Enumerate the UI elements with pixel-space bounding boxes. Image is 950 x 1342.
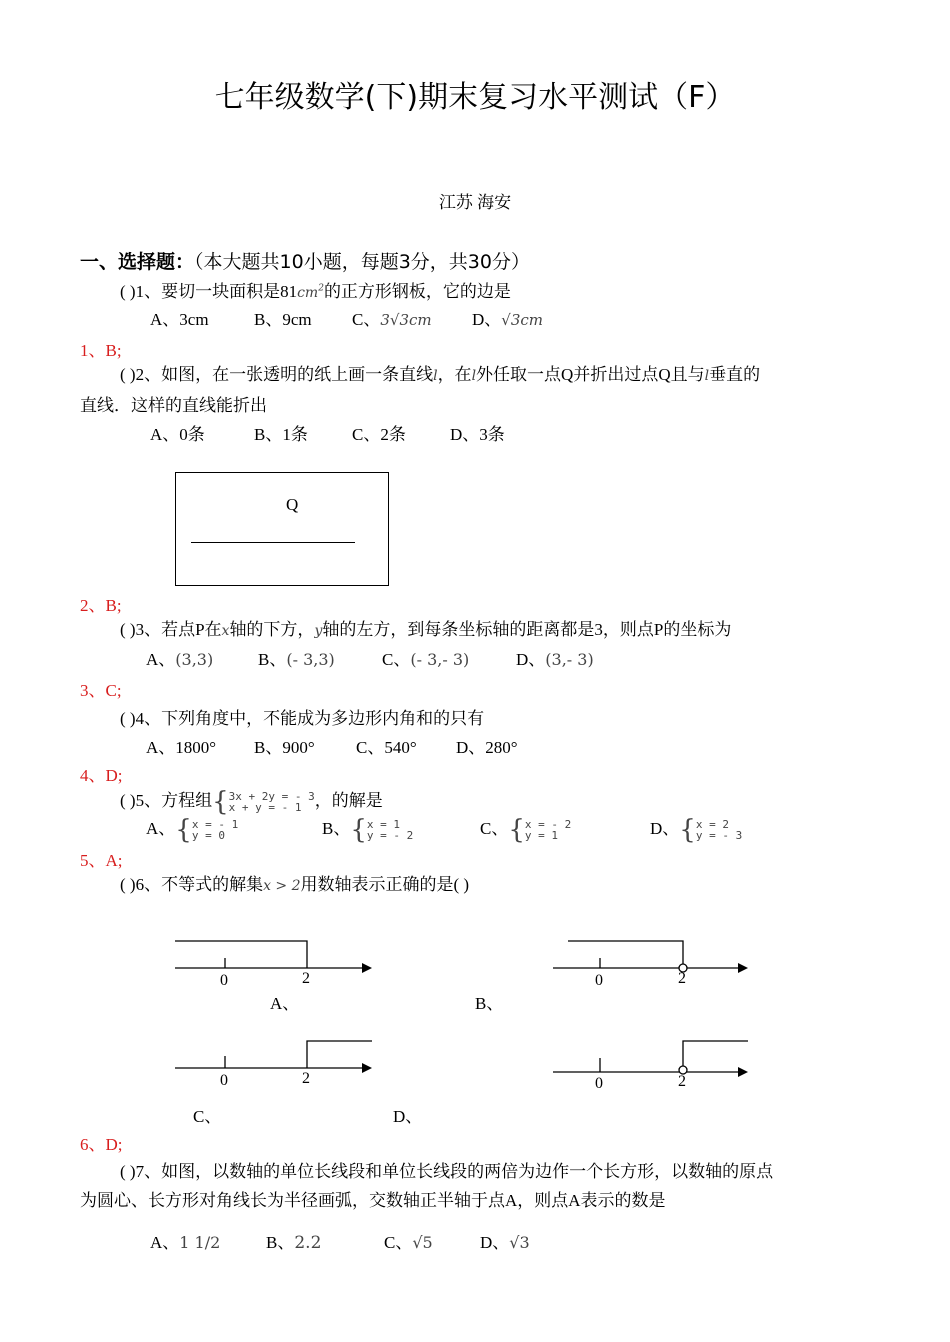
q6-a-label-0: 0: [220, 972, 228, 989]
question-1: [120, 277, 511, 302]
q6-c-arrow: [362, 1063, 372, 1073]
q1-option-c: C、3√3cm: [352, 310, 432, 329]
q1-stem: ( )1、要切一块面积是81: [120, 282, 298, 301]
q1-option-a: A、3cm: [150, 310, 209, 329]
q2-var-l-2: l: [471, 368, 477, 384]
q2-figure-line: [191, 542, 355, 543]
q7-option-d-math: √3: [509, 1233, 530, 1252]
q2-option-a: A、0条: [150, 425, 205, 444]
q6-a-arrow: [362, 963, 372, 973]
q6-option-d: D、: [393, 1107, 423, 1126]
q3-var-x: x: [221, 623, 230, 639]
q6-b-arrow: [738, 963, 748, 973]
q7-option-c: C、√5: [384, 1233, 433, 1252]
author: 江苏 海安: [438, 193, 512, 212]
question-2: ( )2、如图，在一张透明的纸上画一条直线l，在l外任取一点Q并折出过点Q且与l垂直的: [120, 365, 761, 384]
q5-option-d: D、{ x = 2 y = - 3: [650, 815, 743, 846]
q2-option-d: D、3条: [450, 425, 505, 444]
section-title: 一、选择题：: [80, 251, 195, 273]
q6-numberline-b: [550, 930, 760, 990]
q6-numberline-c: [170, 1030, 380, 1090]
q6-d-arrow: [738, 1067, 748, 1077]
page-title: 七年级数学(下)期末复习水平测试（F）: [214, 80, 736, 115]
q4-option-a: A、1800°: [146, 738, 217, 757]
section-heading: [80, 247, 530, 274]
q4-option-b: B、900°: [254, 738, 315, 757]
q1-option-b: B、9cm: [254, 310, 312, 329]
q5-option-a: A、{ x = - 1 y = 0: [146, 815, 239, 846]
q3-option-d: D、(3,- 3): [516, 650, 594, 669]
q4-option-c: C、540°: [356, 738, 417, 757]
q2-options: [150, 420, 505, 445]
q2-figure-paper: [175, 472, 389, 586]
q6-c-label-0: 0: [220, 1072, 228, 1089]
q5-options: [146, 814, 742, 845]
answer-5: 5、A;: [80, 851, 123, 870]
q7-option-b-math: 2.2: [294, 1233, 322, 1253]
section-note: （本大题共10小题，每题3分，共30分）: [194, 251, 530, 273]
q2-stem-line2: 直线．这样的直线能折出: [80, 396, 267, 415]
question-4: ( )4、下列角度中，不能成为多边形内角和的只有: [120, 709, 485, 728]
q7-option-d: D、√3: [480, 1233, 530, 1252]
q2-figure-point-q: Q: [286, 495, 299, 514]
q1-stem-tail: 的正方形钢板，它的边是: [323, 282, 511, 301]
q3-option-b: B、(- 3,3): [258, 650, 335, 669]
q2-var-l: l: [433, 368, 438, 384]
q7-option-c-math: √5: [412, 1233, 433, 1252]
q4-option-d: D、280°: [456, 738, 518, 757]
q7-options: [150, 1228, 530, 1253]
q6-option-b: B、: [475, 994, 504, 1013]
q7-option-b: B、2.2: [266, 1233, 322, 1253]
q3-option-c: C、(- 3,- 3): [382, 650, 470, 669]
q6-numberline-a: [170, 930, 380, 990]
q6-option-a: A、: [270, 994, 300, 1013]
q1-unit: cm: [297, 285, 319, 301]
q7-option-a-math: 1 1/2: [179, 1233, 221, 1252]
q6-b-solution-ray: [568, 941, 683, 964]
q6-d-label-2: 2: [678, 1073, 686, 1090]
q2-option-c: C、2条: [352, 425, 406, 444]
q2-var-l-3: l: [704, 368, 710, 384]
answer-1: 1、B;: [80, 341, 122, 360]
q6-numberline-d: [550, 1030, 760, 1095]
q2-stem: ( )2、如图，在一张透明的纸上画一条直线: [120, 365, 434, 384]
q6-a-label-2: 2: [302, 970, 310, 987]
q5-option-b: B、{ x = 1 y = - 2: [322, 815, 414, 846]
q6-inequality: x > 2: [263, 878, 301, 894]
q7-option-a: A、1 1/2: [150, 1233, 221, 1252]
q6-option-c: C、: [193, 1107, 222, 1126]
answer-2: 2、B;: [80, 596, 122, 615]
q1-option-c-math: 3√3cm: [380, 311, 432, 329]
q6-d-label-0: 0: [595, 1075, 603, 1092]
q5-option-c: C、{ x = - 2 y = 1: [480, 815, 572, 846]
question-6: ( )6、不等式的解集x > 2用数轴表示正确的是( ): [120, 875, 470, 894]
q2-option-b: B、1条: [254, 425, 308, 444]
q1-option-d: D、√3cm: [472, 310, 544, 329]
q3-options: [146, 645, 594, 670]
q7-stem-line2: 为圆心、长方形对角线长为半径画弧，交数轴正半轴于点A，则点A表示的数是: [80, 1191, 666, 1210]
q6-b-label-0: 0: [595, 972, 603, 989]
q6-b-label-2: 2: [678, 970, 686, 987]
q3-option-a: A、(3,3): [146, 650, 214, 669]
q6-c-label-2: 2: [302, 1070, 310, 1087]
q1-options: [150, 305, 543, 330]
q5-system: 3x + 2y = - 3 x + y = - 1: [228, 790, 315, 815]
question-3: ( )3、若点P在x轴的下方，y轴的左方，到每条坐标轴的距离都是3，则点P的坐标为: [120, 620, 732, 639]
q3-var-y: y: [314, 623, 323, 639]
q1-option-d-math: √3cm: [501, 311, 544, 329]
q1-sup: 2: [318, 283, 324, 294]
question-7: ( )7、如图，以数轴的单位长线段和单位长线段的两倍为边作一个长方形，以数轴的原点: [120, 1162, 774, 1181]
answer-4: 4、D;: [80, 766, 123, 785]
answer-6: 6、D;: [80, 1135, 123, 1154]
question-5: ( )5、方程组{ 3x + 2y = - 3 x + y = - 1 ，的解是: [120, 787, 383, 818]
answer-3: 3、C;: [80, 681, 122, 700]
q6-d-solution-ray: [683, 1041, 748, 1066]
q4-options: [146, 733, 518, 758]
q6-a-solution-ray: [175, 941, 307, 968]
